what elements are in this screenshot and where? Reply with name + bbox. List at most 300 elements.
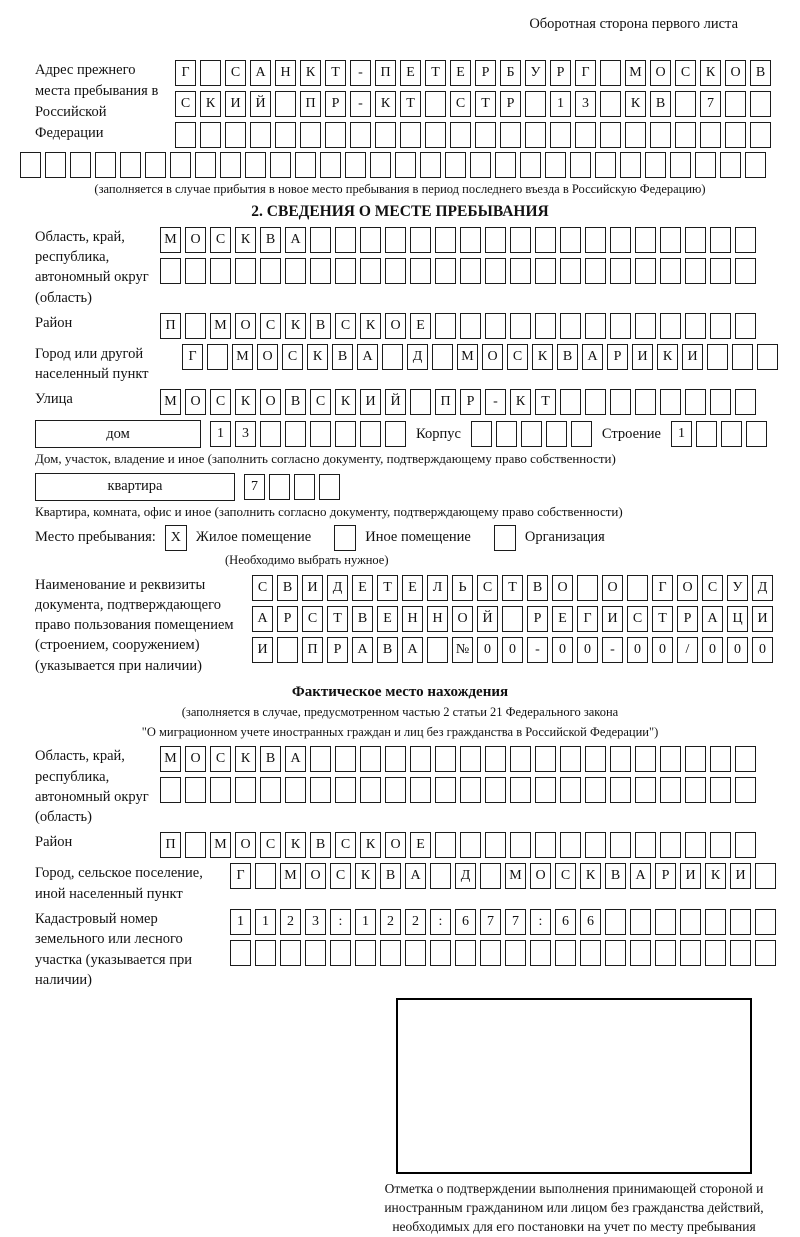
char-cell: Й bbox=[250, 91, 271, 117]
char-cell: 0 bbox=[477, 637, 498, 663]
char-cell: А bbox=[357, 344, 378, 370]
char-cell bbox=[485, 227, 506, 253]
char-cell bbox=[660, 227, 681, 253]
usage-document-row-2 bbox=[252, 606, 773, 632]
char-cell bbox=[710, 313, 731, 339]
char-cell: 1 bbox=[255, 909, 276, 935]
char-cell bbox=[610, 227, 631, 253]
char-cell: С bbox=[210, 389, 231, 415]
char-cell bbox=[310, 258, 331, 284]
char-cell bbox=[535, 832, 556, 858]
char-cell: Е bbox=[352, 575, 373, 601]
char-cell bbox=[220, 152, 241, 178]
char-cell: 2 bbox=[280, 909, 301, 935]
char-cell: Е bbox=[402, 575, 423, 601]
char-cell: П bbox=[375, 60, 396, 86]
char-cell: Т bbox=[377, 575, 398, 601]
usage-document-block bbox=[0, 575, 800, 676]
char-cell: 2 bbox=[405, 909, 426, 935]
char-cell bbox=[470, 152, 491, 178]
char-cell: А bbox=[582, 344, 603, 370]
char-cell: К bbox=[657, 344, 678, 370]
char-cell: В bbox=[277, 575, 298, 601]
char-cell: С bbox=[252, 575, 273, 601]
actual-field-city bbox=[0, 863, 800, 904]
char-cell: С bbox=[210, 746, 231, 772]
char-cell bbox=[70, 152, 91, 178]
char-cell: Е bbox=[450, 60, 471, 86]
prev-address-rows bbox=[175, 60, 771, 148]
field-street bbox=[0, 389, 800, 415]
char-cell bbox=[330, 940, 351, 966]
char-cell bbox=[145, 152, 166, 178]
char-cell: П bbox=[435, 389, 456, 415]
actual-district-row bbox=[160, 832, 756, 858]
char-cell bbox=[435, 746, 456, 772]
char-cell bbox=[285, 258, 306, 284]
char-cell: С bbox=[555, 863, 576, 889]
char-cell: О bbox=[305, 863, 326, 889]
char-cell: О bbox=[602, 575, 623, 601]
char-cell: Е bbox=[410, 313, 431, 339]
option-organization-label: Организация bbox=[524, 529, 605, 546]
char-cell: К bbox=[532, 344, 553, 370]
char-cell bbox=[471, 421, 492, 447]
char-cell bbox=[200, 122, 221, 148]
char-cell: В bbox=[650, 91, 671, 117]
char-cell bbox=[360, 777, 381, 803]
char-cell: Т bbox=[652, 606, 673, 632]
char-cell: Г bbox=[230, 863, 251, 889]
char-cell bbox=[700, 122, 721, 148]
char-cell: О bbox=[552, 575, 573, 601]
actual-field-district bbox=[0, 832, 800, 858]
char-cell bbox=[620, 152, 641, 178]
char-cell bbox=[269, 474, 290, 500]
option-residential-label: Жилое помещение bbox=[195, 529, 312, 546]
char-cell bbox=[735, 832, 756, 858]
char-cell: 7 bbox=[505, 909, 526, 935]
char-cell bbox=[560, 227, 581, 253]
char-cell bbox=[545, 152, 566, 178]
char-cell: Р bbox=[325, 91, 346, 117]
char-cell: : bbox=[430, 909, 451, 935]
char-cell: О bbox=[385, 832, 406, 858]
char-cell bbox=[210, 258, 231, 284]
char-cell bbox=[610, 389, 631, 415]
char-cell: Т bbox=[475, 91, 496, 117]
char-cell bbox=[405, 940, 426, 966]
char-cell: С bbox=[477, 575, 498, 601]
char-cell bbox=[550, 122, 571, 148]
char-cell: Е bbox=[410, 832, 431, 858]
char-cell bbox=[730, 940, 751, 966]
char-cell bbox=[410, 777, 431, 803]
option-other-premises-label: Иное помещение bbox=[365, 529, 471, 546]
char-cell: К bbox=[235, 227, 256, 253]
char-cell: № bbox=[452, 637, 473, 663]
char-cell bbox=[185, 258, 206, 284]
char-cell: В bbox=[605, 863, 626, 889]
char-cell bbox=[585, 832, 606, 858]
checkbox-other-premises bbox=[334, 525, 356, 551]
prev-address-label: Адрес прежнего места пребывания в Российской Федерации bbox=[35, 62, 159, 142]
char-cell bbox=[185, 777, 206, 803]
char-cell: К bbox=[360, 313, 381, 339]
stroenie-cells bbox=[671, 421, 767, 447]
char-cell: К bbox=[335, 389, 356, 415]
char-cell bbox=[510, 227, 531, 253]
char-cell: 0 bbox=[577, 637, 598, 663]
char-cell bbox=[500, 122, 521, 148]
char-cell bbox=[575, 122, 596, 148]
char-cell bbox=[735, 777, 756, 803]
stroenie-label: Строение bbox=[601, 425, 661, 442]
char-cell: К bbox=[360, 832, 381, 858]
char-cell: Н bbox=[275, 60, 296, 86]
char-cell bbox=[605, 940, 626, 966]
char-cell: С bbox=[302, 606, 323, 632]
char-cell: А bbox=[702, 606, 723, 632]
char-cell: А bbox=[352, 637, 373, 663]
apartment-label-box: квартира bbox=[35, 473, 235, 501]
city-row bbox=[182, 344, 778, 370]
char-cell bbox=[430, 940, 451, 966]
char-cell: 6 bbox=[555, 909, 576, 935]
char-cell bbox=[721, 421, 742, 447]
char-cell: Р bbox=[500, 91, 521, 117]
char-cell bbox=[225, 122, 246, 148]
region-label: Область, край, республика, автономный округ (область) bbox=[35, 228, 149, 306]
char-cell: К bbox=[285, 832, 306, 858]
char-cell bbox=[750, 122, 771, 148]
char-cell: : bbox=[330, 909, 351, 935]
char-cell bbox=[385, 421, 406, 447]
char-cell: Т bbox=[325, 60, 346, 86]
char-cell bbox=[645, 152, 666, 178]
char-cell bbox=[710, 746, 731, 772]
house-caption: Дом, участок, владение и иное (заполнить согласно документу, подтверждающему право собственности) bbox=[35, 451, 616, 467]
char-cell bbox=[635, 227, 656, 253]
char-cell bbox=[685, 313, 706, 339]
char-cell bbox=[535, 746, 556, 772]
char-cell: И bbox=[730, 863, 751, 889]
char-cell bbox=[635, 313, 656, 339]
apartment-caption: Квартира, комната, офис и иное (заполнить согласно документу, подтверждающему право собственности) bbox=[35, 503, 623, 519]
char-cell: О bbox=[677, 575, 698, 601]
char-cell bbox=[285, 777, 306, 803]
char-cell bbox=[585, 389, 606, 415]
char-cell: А bbox=[285, 227, 306, 253]
char-cell bbox=[660, 313, 681, 339]
field-region bbox=[0, 227, 800, 308]
char-cell bbox=[320, 152, 341, 178]
prev-address-row-1 bbox=[175, 60, 771, 86]
char-cell bbox=[707, 344, 728, 370]
char-cell: С bbox=[450, 91, 471, 117]
char-cell: Д bbox=[455, 863, 476, 889]
char-cell bbox=[427, 637, 448, 663]
char-cell bbox=[410, 746, 431, 772]
char-cell bbox=[335, 258, 356, 284]
char-cell: А bbox=[285, 746, 306, 772]
char-cell bbox=[360, 227, 381, 253]
char-cell: С bbox=[702, 575, 723, 601]
char-cell bbox=[510, 746, 531, 772]
char-cell bbox=[355, 940, 376, 966]
char-cell: В bbox=[260, 227, 281, 253]
char-cell bbox=[610, 313, 631, 339]
char-cell bbox=[435, 227, 456, 253]
char-cell: А bbox=[405, 863, 426, 889]
char-cell bbox=[695, 152, 716, 178]
usage-document-label: Наименование и реквизиты документа, подтверждающего право пользования помещением (строением, сооружением) (указывается при наличии) bbox=[35, 576, 234, 674]
char-cell bbox=[460, 258, 481, 284]
char-cell bbox=[496, 421, 517, 447]
char-cell bbox=[750, 91, 771, 117]
char-cell bbox=[630, 940, 651, 966]
char-cell bbox=[170, 152, 191, 178]
char-cell bbox=[460, 746, 481, 772]
char-cell bbox=[460, 832, 481, 858]
char-cell: В bbox=[285, 389, 306, 415]
char-cell bbox=[450, 122, 471, 148]
char-cell bbox=[185, 313, 206, 339]
char-cell: 0 bbox=[652, 637, 673, 663]
actual-region-row-1 bbox=[160, 746, 756, 772]
char-cell bbox=[495, 152, 516, 178]
char-cell bbox=[660, 832, 681, 858]
char-cell bbox=[685, 258, 706, 284]
char-cell bbox=[285, 421, 306, 447]
char-cell bbox=[435, 258, 456, 284]
char-cell bbox=[720, 152, 741, 178]
char-cell bbox=[360, 746, 381, 772]
char-cell bbox=[635, 777, 656, 803]
char-cell: 7 bbox=[480, 909, 501, 935]
char-cell bbox=[585, 746, 606, 772]
char-cell bbox=[705, 909, 726, 935]
char-cell bbox=[660, 777, 681, 803]
char-cell: Е bbox=[377, 606, 398, 632]
char-cell: М bbox=[160, 389, 181, 415]
char-cell: М bbox=[232, 344, 253, 370]
char-cell bbox=[745, 152, 766, 178]
char-cell: С bbox=[310, 389, 331, 415]
char-cell: А bbox=[252, 606, 273, 632]
char-cell bbox=[280, 940, 301, 966]
char-cell bbox=[610, 258, 631, 284]
char-cell bbox=[420, 152, 441, 178]
char-cell bbox=[685, 777, 706, 803]
char-cell: Г bbox=[577, 606, 598, 632]
char-cell: 0 bbox=[552, 637, 573, 663]
char-cell bbox=[235, 777, 256, 803]
char-cell bbox=[485, 777, 506, 803]
char-cell: О bbox=[530, 863, 551, 889]
char-cell: О bbox=[260, 389, 281, 415]
char-cell: К bbox=[375, 91, 396, 117]
char-cell bbox=[400, 122, 421, 148]
char-cell bbox=[485, 746, 506, 772]
char-cell bbox=[20, 152, 41, 178]
char-cell bbox=[485, 832, 506, 858]
char-cell: 0 bbox=[627, 637, 648, 663]
char-cell bbox=[560, 777, 581, 803]
char-cell bbox=[455, 940, 476, 966]
cadastral-row-1 bbox=[230, 909, 776, 935]
char-cell: С bbox=[335, 313, 356, 339]
char-cell: С bbox=[627, 606, 648, 632]
char-cell bbox=[655, 940, 676, 966]
char-cell bbox=[625, 122, 646, 148]
char-cell: Р bbox=[677, 606, 698, 632]
char-cell: М bbox=[160, 746, 181, 772]
char-cell: М bbox=[210, 832, 231, 858]
char-cell bbox=[505, 940, 526, 966]
char-cell bbox=[595, 152, 616, 178]
char-cell bbox=[755, 940, 776, 966]
char-cell: Е bbox=[400, 60, 421, 86]
char-cell bbox=[685, 389, 706, 415]
field-cadastral bbox=[0, 909, 800, 990]
char-cell bbox=[200, 60, 221, 86]
char-cell bbox=[560, 389, 581, 415]
street-row bbox=[160, 389, 756, 415]
char-cell bbox=[305, 940, 326, 966]
actual-location-title: Фактическое место нахождения bbox=[291, 684, 509, 701]
char-cell: И bbox=[682, 344, 703, 370]
char-cell bbox=[696, 421, 717, 447]
house-number-cells bbox=[210, 421, 406, 447]
char-cell: 1 bbox=[355, 909, 376, 935]
char-cell bbox=[530, 940, 551, 966]
char-cell bbox=[630, 909, 651, 935]
char-cell: Г bbox=[575, 60, 596, 86]
char-cell bbox=[255, 940, 276, 966]
prev-address-row-4 bbox=[20, 152, 800, 178]
actual-field-region bbox=[0, 746, 800, 827]
char-cell bbox=[275, 91, 296, 117]
apartment-row bbox=[35, 473, 800, 501]
char-cell bbox=[485, 313, 506, 339]
confirmation-caption: Отметка о подтверждении выполнения принимающей стороной и иностранным гражданином или лицом без гражданства действий, необходимых для его постановки на учет по месту пребывания bbox=[384, 1181, 764, 1235]
char-cell bbox=[345, 152, 366, 178]
char-cell bbox=[460, 777, 481, 803]
char-cell bbox=[660, 258, 681, 284]
char-cell: К bbox=[307, 344, 328, 370]
checkbox-residential-mark: X bbox=[170, 529, 181, 545]
char-cell: А bbox=[250, 60, 271, 86]
char-cell: Т bbox=[425, 60, 446, 86]
char-cell: М bbox=[280, 863, 301, 889]
char-cell bbox=[570, 152, 591, 178]
char-cell: Д bbox=[327, 575, 348, 601]
city-label: Город или другой населенный пункт bbox=[35, 345, 149, 383]
char-cell bbox=[535, 258, 556, 284]
char-cell bbox=[680, 940, 701, 966]
char-cell: 7 bbox=[244, 474, 265, 500]
char-cell bbox=[755, 909, 776, 935]
char-cell: М bbox=[457, 344, 478, 370]
char-cell: Т bbox=[502, 575, 523, 601]
char-cell: С bbox=[335, 832, 356, 858]
char-cell bbox=[435, 313, 456, 339]
char-cell: Р bbox=[655, 863, 676, 889]
char-cell bbox=[610, 746, 631, 772]
char-cell bbox=[425, 91, 446, 117]
char-cell: Р bbox=[550, 60, 571, 86]
char-cell: М bbox=[210, 313, 231, 339]
char-cell bbox=[195, 152, 216, 178]
char-cell bbox=[535, 227, 556, 253]
char-cell: Р bbox=[607, 344, 628, 370]
char-cell bbox=[250, 122, 271, 148]
char-cell bbox=[382, 344, 403, 370]
char-cell: Р bbox=[277, 606, 298, 632]
char-cell bbox=[410, 389, 431, 415]
char-cell: Л bbox=[427, 575, 448, 601]
char-cell: С bbox=[260, 313, 281, 339]
char-cell: А bbox=[630, 863, 651, 889]
char-cell bbox=[300, 122, 321, 148]
char-cell bbox=[360, 258, 381, 284]
char-cell: В bbox=[352, 606, 373, 632]
char-cell: М bbox=[625, 60, 646, 86]
char-cell: Г bbox=[652, 575, 673, 601]
char-cell bbox=[755, 863, 776, 889]
char-cell bbox=[350, 122, 371, 148]
char-cell bbox=[260, 777, 281, 803]
char-cell bbox=[485, 258, 506, 284]
actual-location-caption-2: "О миграционном учете иностранных граждан и лиц без гражданства в Российской Федерации") bbox=[141, 724, 659, 739]
char-cell bbox=[510, 777, 531, 803]
char-cell bbox=[445, 152, 466, 178]
char-cell: И bbox=[602, 606, 623, 632]
char-cell bbox=[95, 152, 116, 178]
char-cell bbox=[45, 152, 66, 178]
char-cell bbox=[746, 421, 767, 447]
char-cell: С bbox=[330, 863, 351, 889]
district-row bbox=[160, 313, 756, 339]
char-cell: Т bbox=[535, 389, 556, 415]
char-cell bbox=[635, 832, 656, 858]
char-cell bbox=[600, 91, 621, 117]
char-cell bbox=[432, 344, 453, 370]
char-cell: О bbox=[725, 60, 746, 86]
char-cell bbox=[710, 227, 731, 253]
char-cell bbox=[710, 777, 731, 803]
char-cell bbox=[435, 832, 456, 858]
char-cell: Б bbox=[500, 60, 521, 86]
char-cell bbox=[735, 746, 756, 772]
char-cell: К bbox=[285, 313, 306, 339]
char-cell: - bbox=[602, 637, 623, 663]
char-cell: 0 bbox=[502, 637, 523, 663]
char-cell bbox=[475, 122, 496, 148]
char-cell: Т bbox=[327, 606, 348, 632]
char-cell: 0 bbox=[727, 637, 748, 663]
char-cell bbox=[160, 258, 181, 284]
char-cell: И bbox=[225, 91, 246, 117]
usage-document-row-1 bbox=[252, 575, 773, 601]
char-cell bbox=[560, 746, 581, 772]
char-cell bbox=[735, 313, 756, 339]
char-cell bbox=[710, 832, 731, 858]
char-cell bbox=[260, 258, 281, 284]
char-cell: Н bbox=[402, 606, 423, 632]
char-cell bbox=[375, 122, 396, 148]
